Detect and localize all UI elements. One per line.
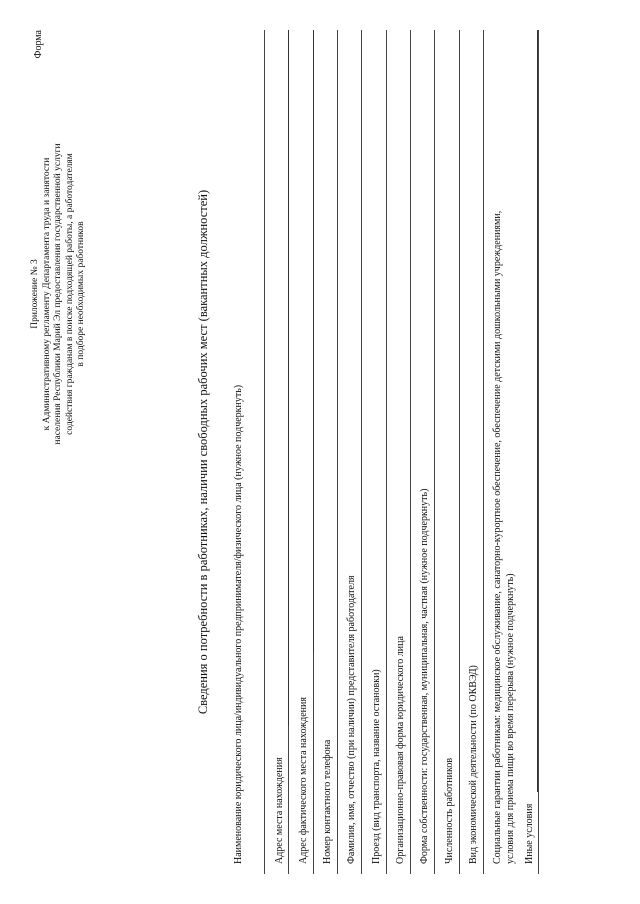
other-conditions-label: Иные условия — [524, 803, 535, 864]
appendix-line: содействия гражданам в поиске подходящей работы, а работодателям — [64, 153, 75, 435]
table-line — [410, 30, 411, 874]
form-label: Форма — [33, 30, 44, 59]
other-conditions-line — [537, 30, 538, 792]
social-guarantees-label-cont: условия для приема пищи во время перерыва (нужное подчеркнуть) — [505, 573, 516, 864]
appendix-number: Приложение № 3 — [30, 259, 40, 329]
okved-label: Вид экономической деятельности (по ОКВЭД) — [468, 665, 479, 864]
appendix-line: населения Республики Марий Эл предоставления государственной услуги — [53, 143, 64, 445]
legal-form-label: Организационно-правовая форма юридического лица — [395, 636, 406, 864]
actual-address-line — [313, 30, 314, 652]
employer-name-label: Наименование юридического лица/индивидуального предпринимателя/физического лица (нужное подчеркнуть) — [233, 384, 244, 864]
table-line — [337, 30, 338, 874]
actual-address-label: Адрес фактического места нахождения — [298, 697, 309, 864]
ownership-label: Форма собственности: государственная, муниципальная, частная (нужное подчеркнуть) — [419, 488, 430, 864]
table-line — [361, 30, 362, 874]
table-top-border — [264, 30, 265, 874]
transport-label: Проезд (вид транспорта, название остановки) — [371, 669, 382, 864]
appendix-line: в подборе необходимых работников — [76, 221, 87, 367]
table-line — [434, 30, 435, 874]
location-address-line — [288, 30, 289, 726]
employees-count-label: Численность работников — [444, 757, 455, 864]
table-line — [483, 30, 484, 874]
representative-label: Фамилия, имя, отчество (при наличии) представителя работодателя — [346, 575, 357, 864]
location-address-label: Адрес места нахождения — [274, 757, 285, 864]
appendix-line: к Административному регламенту Департамента труда и занятости — [41, 157, 52, 431]
table-line — [538, 30, 539, 874]
table-line — [386, 30, 387, 874]
table-line — [459, 30, 460, 874]
appendix-header — [30, 129, 88, 459]
form-title: Сведения о потребности в работниках, наличии свободных рабочих мест (вакантных должностей) — [196, 189, 210, 715]
social-guarantees-label: Социальные гарантии работникам: медицинское обслуживание, санаторно-курортное обеспечение, обеспечение детскими дошкольными учреждениями, — [492, 210, 503, 864]
phone-label: Номер контактного телефона — [322, 739, 333, 864]
